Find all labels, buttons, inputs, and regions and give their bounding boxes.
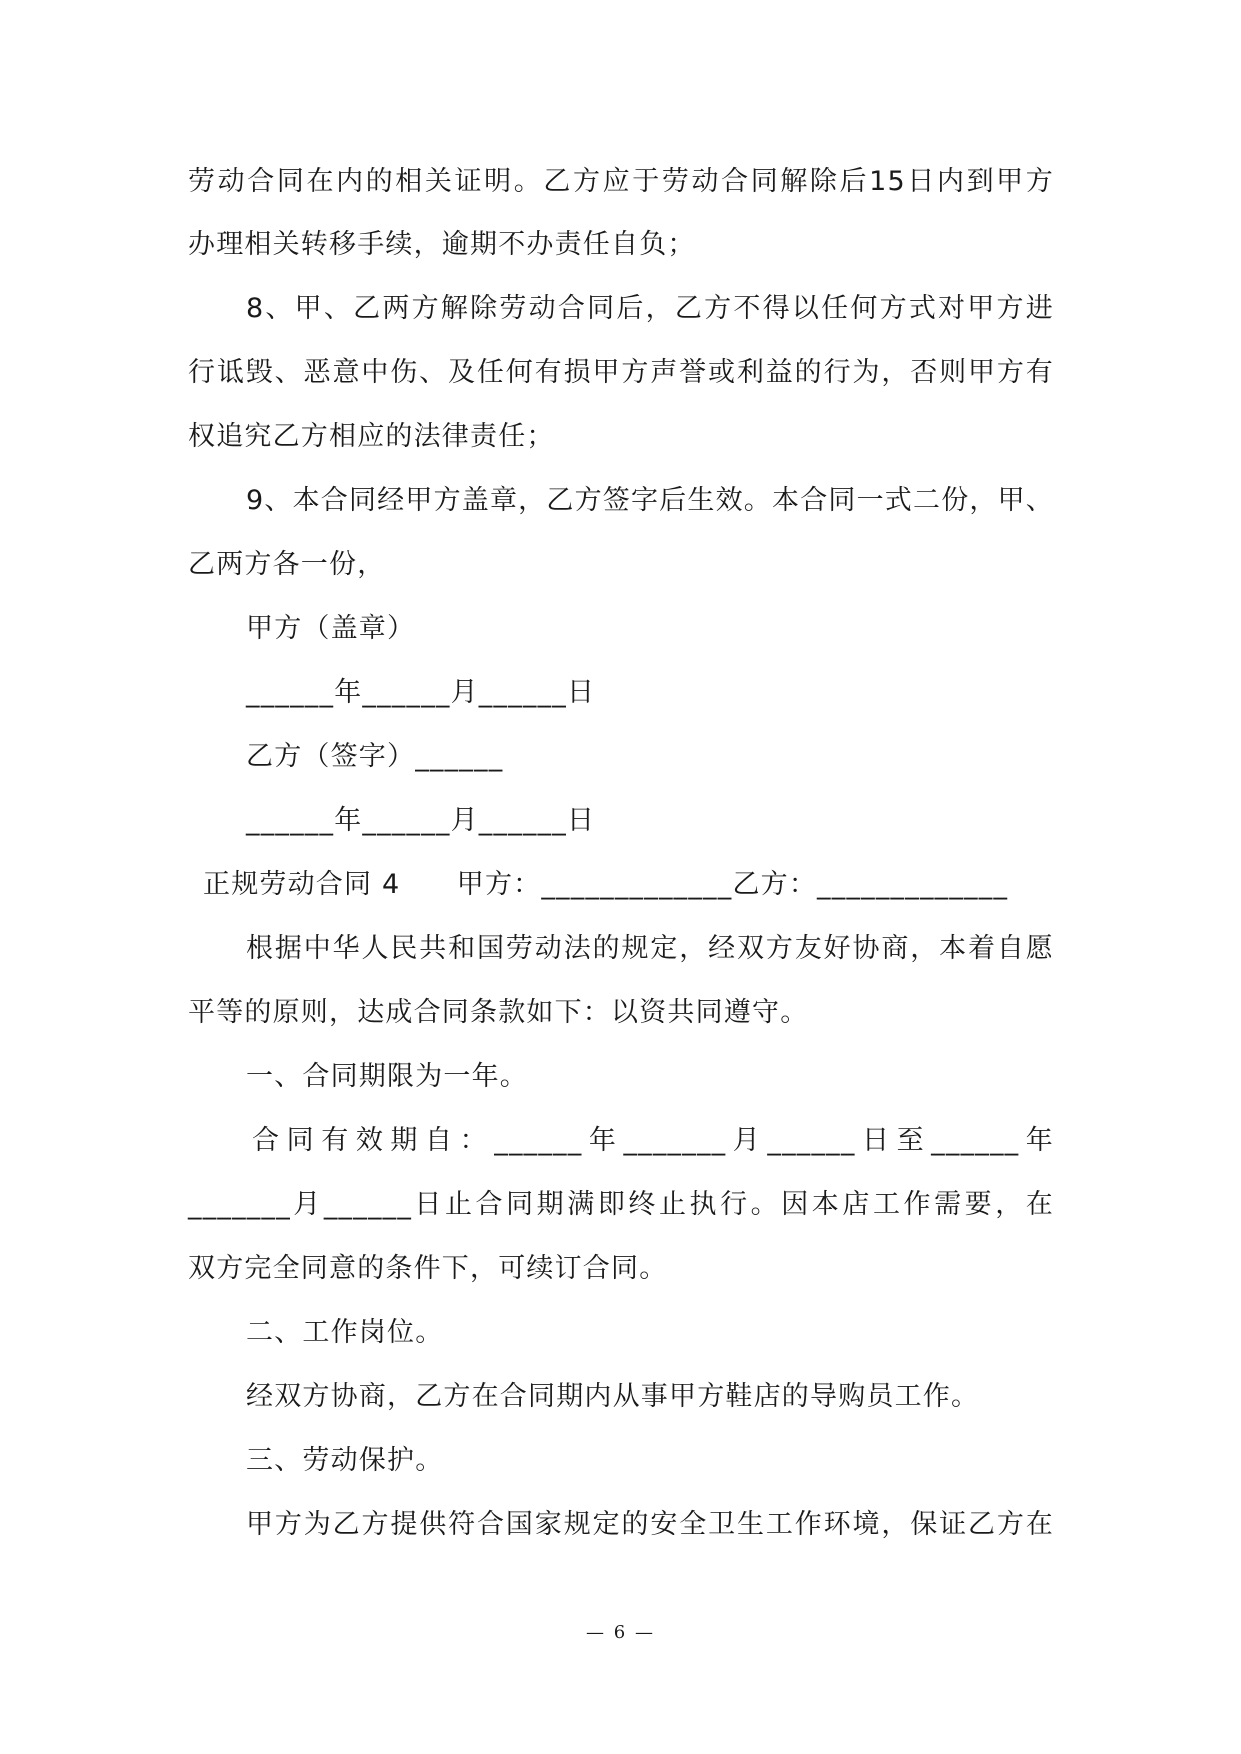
paragraph-line: 经双方协商，乙方在合同期内从事甲方鞋店的导购员工作。 [246,1381,980,1412]
section-heading: 三、劳动保护。 [246,1445,444,1476]
clause-8-line: 8、甲、乙两方解除劳动合同后，乙方不得以任何方式对甲方进 [246,293,1054,324]
page-number: — 6 — [586,1622,655,1643]
party-a-date-line: ______年______月______日 [246,677,596,708]
section-heading: 二、工作岗位。 [246,1317,444,1348]
section-heading: 一、合同期限为一年。 [246,1061,528,1092]
paragraph-line: 行诋毁、恶意中伤、及任何有损甲方声誉或利益的行为，否则甲方有 [188,357,1054,388]
paragraph-line: 劳动合同在内的相关证明。乙方应于劳动合同解除后15日内到甲方 [188,166,1054,197]
paragraph-line: _______月______日止合同期满即终止执行。因本店工作需要，在 [188,1189,1054,1220]
paragraph-line: 根据中华人民共和国劳动法的规定，经双方友好协商，本着自愿 [246,933,1054,964]
paragraph-line: 平等的原则，达成合同条款如下：以资共同遵守。 [188,997,809,1028]
contract-4-heading: 正规劳动合同 4 甲方：_____________乙方：_____________ [203,869,1009,900]
party-b-date-line: ______年______月______日 [246,805,596,836]
paragraph-line: 合同有效期自：______年_______月______日至______年 [252,1125,1054,1156]
paragraph-line: 权追究乙方相应的法律责任； [188,421,555,452]
party-a-seal-label: 甲方（盖章） [246,613,416,644]
party-b-signature-label: 乙方（签字）______ [246,741,504,772]
paragraph-line: 甲方为乙方提供符合国家规定的安全卫生工作环境，保证乙方在 [246,1509,1054,1540]
paragraph-line: 双方完全同意的条件下，可续订合同。 [188,1253,668,1284]
clause-9-line: 9、本合同经甲方盖章，乙方签字后生效。本合同一式二份，甲、 [246,485,1054,516]
paragraph-line: 办理相关转移手续，逾期不办责任自负； [188,229,696,260]
paragraph-line: 乙两方各一份， [188,549,386,580]
